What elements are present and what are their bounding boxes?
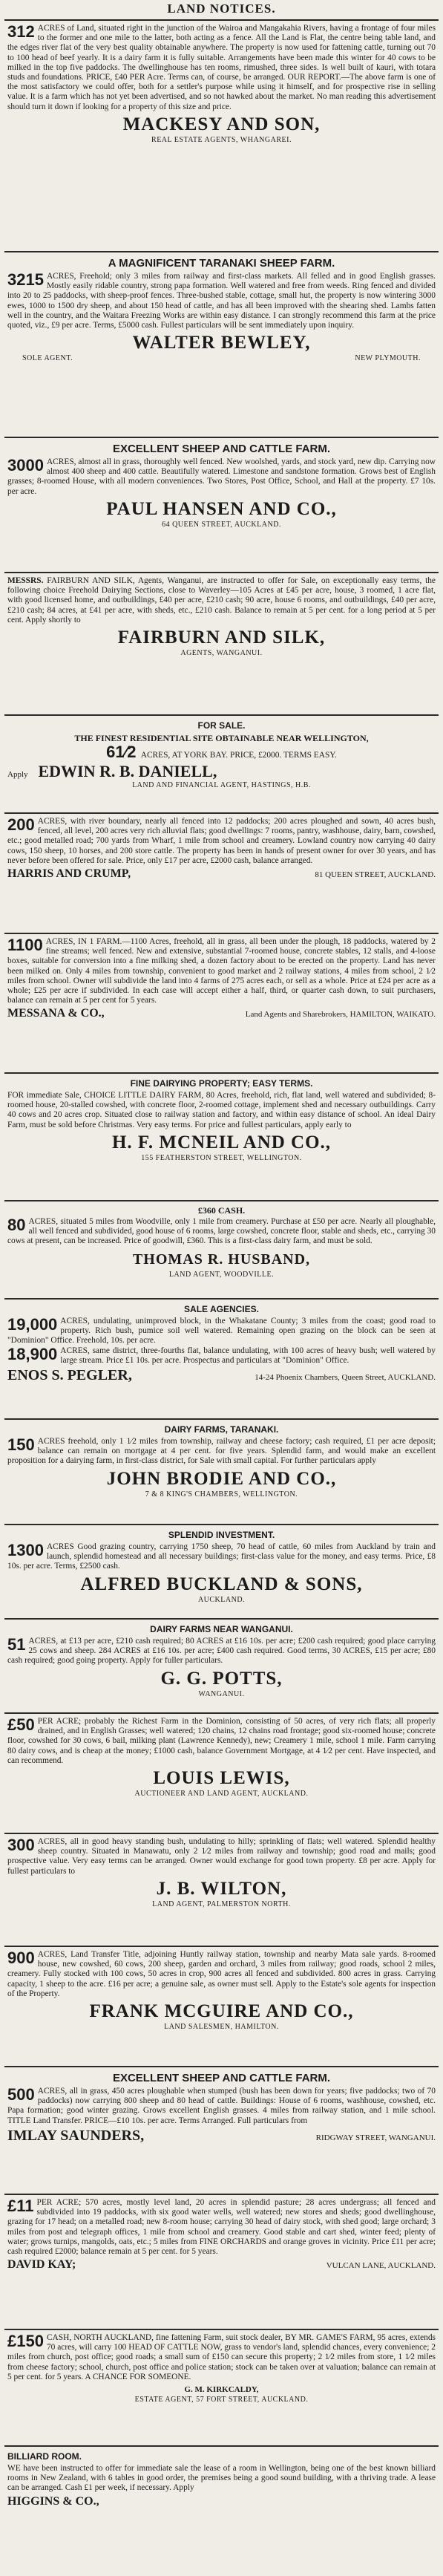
ad-text: ACRES, AT YORK BAY. PRICE, £2000. TERMS EASY. [140, 751, 337, 760]
ad-body [7, 1317, 436, 1346]
ad-body [7, 457, 436, 497]
ad-body: WE have been instructed to offer for immediate sale the lease of a room in Wellington, being one of the best known billiard rooms in New Zealand, with 6 tables in good order, the premises being a good sound building, with a thriving trade. A lease can be arranged. Cash £1 per week, if necessary. Apply [7, 2464, 436, 2493]
agent-name: G. G. POTTS, [160, 1668, 283, 1689]
agent-name: THOMAS R. HUSBAND, [132, 1250, 311, 1268]
land-ad [4, 814, 439, 934]
land-ad [4, 716, 439, 814]
ad-text-2: ACRES, same district, three-fourths flat, balance undulating, with 100 acres of heavy bush; well watered by large stream. Price £1 10s. per acre. Prospectus and particulars at "Dominion" Office. [60, 1346, 436, 1365]
agent-line [7, 867, 436, 881]
ad-text: FAIRBURN AND SILK, Agents, Wanganui, are instructed to offer for Sale, on exceptionally easy terms, the following choice Freehold Dairying Sections, close to Waverley—105 Acres at £45 per acre, house, 3 roomed, 1 acre flat, with good licensed home, and outbuildings, £40 per acre, £210 cash; 90 acre, house 6 rooms, and outbuildings, £40 per acre, £210 cash; 84 acres, at £41 per acre, with sheds, etc., £210 cash. Balance to remain at 5 per cent. for a long period at 5 per cent. Apply shortly to [7, 576, 436, 625]
ad-subheadline: £360 CASH. [197, 1205, 246, 1216]
ad-body [7, 1437, 436, 1467]
agent-address: LAND AGENT, PALMERSTON NORTH. [152, 1900, 291, 1908]
ad-body [7, 1717, 436, 1766]
agent-address: 64 QUEEN STREET, AUCKLAND. [162, 520, 281, 529]
agent-name: ALFRED BUCKLAND & SONS, [80, 1574, 363, 1594]
ad-headline: BILLIARD ROOM. [7, 2451, 82, 2462]
agent-address: 7 & 8 KING'S CHAMBERS, WELLINGTON. [145, 1490, 298, 1499]
ad-text: ACRES, with river boundary, nearly all fenced into 12 paddocks; 200 acres ploughed and sown, 40 acres bush, fenced, all level, 200 acres very rich alluvial flats; good dwellings: 7 rooms, pantry, washhouse, dairy, barn, cowshed, etc.; good metalled road; 700 yards from Wharf, 1 mile from school and creamery. Lowland country now carrying 40 dairy cows, 150 sheep, 10 horses, and 200 store cattle. The property has been in hands of present owner for over 30 years, and has never before been offered for sale. Price, only £17 per acre, £2000 cash, balance arranged. [7, 817, 436, 865]
ad-lead-number: 312 [7, 22, 35, 41]
ad-headline: SALE AGENCIES. [184, 1304, 259, 1314]
ad-body [7, 1217, 436, 1247]
ad-text: ACRES, Land Transfer Title, adjoining Huntly railway station, township and nearby Mata sale yards. 8-roomed house, new cowshed, 60 cows, 200 sheep, garden and orchard, 3 miles from railway; good roads, school 2 miles, creamery. Fully stocked with 100 cows, 50 acres in crop, 900 acres all fenced and subdivided. 800 acres in grass. Carrying capacity, 1 sheep to the acre. £16 per acre; a genuine sale, as owner must sell. Apply to the Estate's sole agents for inspection of the Property. [7, 1950, 436, 1998]
section-masthead: LAND NOTICES. [4, 0, 439, 21]
ad-lead-number: 3215 [7, 270, 44, 289]
ad-text: ACRES Good grazing country, carrying 1750 sheep, 70 head of cattle, 60 miles from Auckland by train and launch, splendid homestead and all necessary buildings; first-class value for the money, and easy terms. Price, £8 10s. per acre. Terms, £2500 cash. [7, 1542, 436, 1571]
agent-address: AGENTS, WANGANUI. [180, 649, 263, 658]
apply-line [7, 762, 436, 781]
ad-text: ACRES, almost all in grass, thoroughly well fenced. New woolshed, yards, and stock yard, new dip. Carrying now almost 400 sheep and 400 cattle. Beautifully watered. Limestone and sandstone formation. Grows best of English grasses; 8-roomed House, with all modern conveniences. Two Stores, Post Office, School, and Hall at the property. £7 10s. per acre. [7, 457, 436, 496]
agent-footer [7, 354, 436, 362]
agent-address: LAND SALESMEN, HAMILTON. [164, 2023, 279, 2032]
land-ad [4, 1620, 439, 1714]
apply-label: Apply [7, 770, 28, 780]
ad-headline: EXCELLENT SHEEP AND CATTLE FARM. [112, 2072, 331, 2084]
agent-town: NEW PLYMOUTH. [355, 354, 421, 363]
ad-body [7, 937, 436, 1005]
land-ad [4, 1420, 439, 1525]
ad-headline: FINE DAIRYING PROPERTY; EASY TERMS. [130, 1078, 313, 1089]
ad-lead-number: £150 [7, 2332, 44, 2350]
agent-name: MESSANA & CO., [7, 1007, 105, 1020]
ad-text: ACRES, situated 5 miles from Woodville, only 1 mile from creamery. Purchase at £50 per acre. Nearly all ploughable, all well fenced and subdivided, good house of 6 rooms, large cowshed, concrete floor, stable and sheds, etc., carrying 30 cows at present, can be increased. Price of goodwill, £360. This is a first-class dairy farm, and must be sold. [7, 1217, 436, 1246]
agent-name: JOHN BRODIE AND CO., [106, 1468, 337, 1489]
agent-line [7, 1367, 436, 1384]
agent-address: ESTATE AGENT, 57 FORT STREET, AUCKLAND. [134, 2396, 309, 2404]
land-ad [4, 1947, 439, 2067]
ad-lead-number: 3000 [7, 456, 44, 475]
land-ad [4, 1201, 439, 1300]
agent-address: 14-24 Phoenix Chambers, Queen Street, AUCKLAND. [255, 1373, 436, 1383]
ad-lead-number: 150 [7, 1435, 35, 1454]
land-ad [4, 2447, 439, 2513]
ad-text: PER ACRE; 570 acres, mostly level land, 20 acres in splendid pasture; 28 acres undergrass; all fenced and subdivided into 19 paddocks, with six good water wells, well watered; new stores and sheds; good dwellinghouse, grazing for 17 head; on a metalled road; new 8-room house; carrying 30 head of dairy stock, with shed good; large orchard; 3 miles from post and telegraph offices, 1 mile from school and creamery. Good stable and cart shed, winter feed; plenty of water; grows turnips, mangolds, oats, etc.; 5 miles from FINE ORCHARDS and orange groves in vicinity. Price £11 per acre; cash required £2000; balance remain at 5 per cent. for 5 years. [7, 2198, 436, 2257]
ad-body: FOR immediate Sale, CHOICE LITTLE DAIRY FARM, 80 Acres, freehold, rich, flat land, well watered and subdivided; 8-roomed house, 20-stalled cowshed, with concrete floor, 2-roomed cottage, implement shed and necessary outbuildings. Carry 40 cows and 20 acres crop. Situated close to railway station and factory, and within easy distance of school. An ideal Dairy Farm, must be sold before Christmas. Very easy terms. For price and fullest particulars, apply early to [7, 1091, 436, 1129]
ad-body [7, 2198, 436, 2257]
ad-body [7, 1837, 436, 1876]
ad-body [7, 1637, 436, 1666]
ad-text: ACRES, IN 1 FARM.—1100 Acres, freehold, all in grass, all been under the plough, 18 paddocks, watered by 2 fine streams; well fenced. New and extensive, substantial 7-roomed house, concrete stables, 12 stalls, and 4-loose boxes, suitable for conversion into a fine milking shed, a dozen factory about to be erected on the property. Land has never been milked on. Only 4 miles from township, convenient to good market and 2 railway stations, 4 miles from school, 2 1⁄2 miles from school. Owner will subdivide the land into 4 farms of 275 acres each, or sell as a whole. Price at £24 per acre as a whole; £25 per acre if subdivided. In each case will accept either a half, third, or quarter cash down, to suit purchasers, balance can remain at 5 per cent for 5 years. [7, 937, 436, 1005]
agent-line [7, 1007, 436, 1020]
ad-lead-number: £11 [7, 2197, 34, 2215]
ad-text: ACRES freehold, only 1 1⁄2 miles from township, railway and cheese factory; cash required, £1 per acre deposit; balance can remain on mortgage at 4 per cent. for five years. Splendid farm, and would make an excellent proposition for a dairying farm, in first-class district, for Sale with small capital. For further particulars apply [7, 1437, 436, 1466]
agent-name: G. M. KIRKCALDY, [184, 2385, 259, 2395]
agent-line [7, 2258, 436, 2272]
agent-address: 155 FEATHERSTON STREET, WELLINGTON. [141, 1153, 302, 1162]
ad-lead-number: £50 [7, 1715, 35, 1734]
land-ad [4, 934, 439, 1074]
agent-name: FAIRBURN AND SILK, [117, 627, 326, 648]
land-ad [4, 1074, 439, 1201]
land-ad [4, 573, 439, 716]
ad-headline: A MAGNIFICENT TARANAKI SHEEP FARM. [108, 257, 335, 270]
ad-lead-number: 19,000 [7, 1315, 58, 1334]
agent-address: LAND AND FINANCIAL AGENT, HASTINGS, H.B. [132, 781, 311, 790]
ad-subheadline: THE FINEST RESIDENTIAL SITE OBTAINABLE NEAR WELLINGTON, [74, 733, 369, 743]
ad-lead-number: 80 [7, 1216, 26, 1234]
land-ad [4, 1714, 439, 1834]
agent-name: EDWIN R. B. DANIELL, [38, 762, 217, 781]
ad-text: CASH, NORTH AUCKLAND, fine fattening Farm, suit stock dealer, BY MR. GAME'S FARM, 95 acres, extends 70 acres, will carry 100 HEAD OF CATTLE NOW, grass to vendor's land, splendid chances, every convenience; 2 miles from church, post office; good roads; a small sum of £150 can secure this property; 2 1⁄2 miles from store, 1 1⁄2 miles from cheese factory; school, church, post office and police station; stock can be taken over at valuation; balance can remain at 5 per cent. for 5 years. A CHANCE FOR SOMEONE. [7, 2333, 436, 2381]
ad-body [7, 1950, 436, 1999]
agent-name: ENOS S. PEGLER, [7, 1367, 132, 1384]
ad-text: ACRES, all in grass, 450 acres ploughable when stumped (bush has been down for years; five paddocks; two of 70 paddocks) now carrying 800 sheep and 80 head of cattle. Buildings: House of 6 rooms, washhouse, cowshed, etc. Papa formation; good winter grazing. Grows excellent English grasses. 4 miles from railway station, and 1 mile school. TITLE Land Transfer. PRICE—£10 10s. per acre. Terms Arranged. Full particulars from [7, 2087, 436, 2125]
ad-headline: EXCELLENT SHEEP AND CATTLE FARM. [112, 443, 331, 455]
ad-headline: DAIRY FARMS, TARANAKI. [164, 1424, 279, 1435]
land-ad [4, 1834, 439, 1947]
land-ad [4, 1525, 439, 1620]
agent-address: VULCAN LANE, AUCKLAND. [326, 2261, 436, 2271]
agent-name: DAVID KAY; [7, 2258, 76, 2272]
agent-name: LOUIS LEWIS, [153, 1768, 290, 1789]
ad-lead-number: 51 [7, 1635, 26, 1654]
agent-line [7, 2127, 436, 2145]
agent-name: J. B. WILTON, [156, 1878, 287, 1899]
ad-headline: SPLENDID INVESTMENT. [168, 1530, 275, 1540]
ad-lead-number-2: 18,900 [7, 1344, 58, 1363]
agent-address: REAL ESTATE AGENTS, WHANGAREI. [151, 135, 292, 144]
ad-body [7, 2333, 436, 2382]
ad-body [7, 576, 436, 625]
ad-text: ACRES, Freehold; only 3 miles from railway and first-class markets. All felled and in good English grasses. Mostly easily ridable country, strong papa formation. Well watered and free from weeds. Ring fenced and divided into 20 to 25 paddocks, with sheep-proof fences. Three-bushed stable, cottage, small hut, the property is now wintering 3000 ewes, 1000 to 1500 dry sheep, and about 150 head of cattle, and has all been improved with the shearing shed. Lambs fatten well in the country, and the Waitara Freezing Works are within easy distance. I can strongly recommend this farm at the price quoted, viz., £9 per acre. Terms, £5000 cash. Fullest particulars will be sent immediately upon inquiry. [7, 272, 436, 330]
ad-lead-number: 1300 [7, 1541, 44, 1559]
agent-role: SOLE AGENT. [22, 354, 73, 363]
ad-lead-number: 900 [7, 1949, 35, 1967]
ad-headline: DAIRY FARMS NEAR WANGANUI. [150, 1624, 293, 1634]
ad-text: ACRES of Land, situated right in the junction of the Wairoa and Mangakahia Rivers, having a frontage of four miles to the former and one mile to the latter, both acting as a fence. All the Land is Flat, the centre being table land, and the edges river flat of the very best quality obtainable anywhere. The property is now used for fattening cattle, turning out 70 to 100 head of beef yearly. It is a dairy farm it is fully suitable. Arrangements have been made this winter for 40 cows to be milked in the top five paddocks. The dwellinghouse has ten rooms, rimushed, three sides. Is well built of kauri, with totara studs and foundations. PRICE, £40 PER Acre. Terms can, of course, be arranged. OUR REPORT.—The above farm is one of the most satisfactory we could offer, both for a settler's purpose while using it himself, and for prospective rise in selling value. It is a farm which has not yet been advertised, and so not hawked about the market. No man reading this advertisement should turn it down if looking for a property of this size and price. [7, 24, 436, 111]
ad-lead-number: 61⁄2 [106, 743, 137, 761]
ad-body [7, 817, 436, 866]
ad-lead-number: 200 [7, 815, 35, 834]
agent-name: H. F. MCNEIL AND CO., [111, 1132, 332, 1152]
ad-text: ACRES, all in good heavy standing bush, undulating to hilly; sprinkling of flats; well watered. Splendid healthy sheep country. Situated in Manawatu, only 2 1⁄2 miles from railway and township; good road and mails; good prospective value. Very easy terms can be arranged. Owner would exchange for good town property. £8 per acre. Apply for fullest particulars to [7, 1837, 436, 1876]
ad-lead-word: MESSRS. [7, 576, 44, 585]
agent-address: WANGANUI. [198, 1689, 245, 1698]
agent-name: PAUL HANSEN AND CO., [106, 498, 337, 519]
ad-body [7, 24, 436, 112]
agent-line [7, 2495, 436, 2508]
land-ad [4, 252, 439, 438]
land-ad [4, 438, 439, 573]
land-ad [4, 21, 439, 252]
agent-address: AUCTIONEER AND LAND AGENT, AUCKLAND. [134, 1790, 309, 1799]
ad-body [7, 272, 436, 330]
agent-address: AUCKLAND. [197, 1595, 246, 1604]
land-ad [4, 1300, 439, 1420]
ad-headline: FOR SALE. [197, 720, 246, 731]
ad-body [7, 745, 436, 760]
ad-text: ACRES, undulating, unimproved block, in the Whakatane County; 3 miles from the coast; good road to property. Rich bush, pumice soil well watered. Remaining open grazing on the block can be seen at "Dominion" Office. Freehold, 10s. per acre. [7, 1317, 436, 1346]
ad-body [7, 1542, 436, 1572]
agent-name: WALTER BEWLEY, [132, 333, 311, 353]
agent-address: Land Agents and Sharebrokers, HAMILTON, WAIKATO. [245, 1010, 436, 1020]
land-ad [4, 2067, 439, 2195]
ad-lead-number: 300 [7, 1836, 35, 1854]
agent-name: HIGGINS & CO., [7, 2494, 99, 2508]
agent-name: FRANK MCGUIRE AND CO., [89, 2001, 354, 2022]
ad-lead-number: 1100 [7, 936, 43, 954]
agent-name: HARRIS AND CRUMP, [7, 867, 131, 881]
land-ad [4, 2330, 439, 2447]
agent-address: RIDGWAY STREET, WANGANUI. [315, 2133, 436, 2142]
land-ad [4, 2195, 439, 2330]
ad-body-2 [7, 1346, 436, 1366]
ad-text: ACRES, at £13 per acre, £210 cash required; 80 ACRES at £16 10s. per acre; £200 cash required; good place carrying 25 cows and sheep. 284 ACRES at £16 10s. per acre; £400 cash required. Good terms, 30 ACRES, £15 per acre; £80 cash required; good going property. Apply for fuller particulars. [7, 1637, 436, 1666]
agent-address: 81 QUEEN STREET, AUCKLAND. [315, 870, 436, 880]
ad-text: PER ACRE; probably the Richest Farm in the Dominion, consisting of 50 acres, of very rich flats; all properly drained, and in English Grasses; well watered; 120 chains, 12 chains road frontage; good six-roomed house; concrete floor, cowshed for 30 cows, 6 bail, milking plant (Lawrence Kennedy), new; Creamery 1 mile, school 1 mile. Farm carrying 80 dairy cows, and is cheap at the money; £1000 cash, balance Government Mortgage, at 4 1⁄2 per cent. Have inspected, and can recommend. [7, 1717, 436, 1765]
ad-body [7, 2087, 436, 2126]
agent-address: LAND AGENT, WOODVILLE. [168, 1270, 275, 1279]
agent-name: MACKESY AND SON, [122, 114, 321, 134]
ad-lead-number: 500 [7, 2085, 35, 2104]
agent-name: IMLAY SAUNDERS, [7, 2127, 145, 2144]
